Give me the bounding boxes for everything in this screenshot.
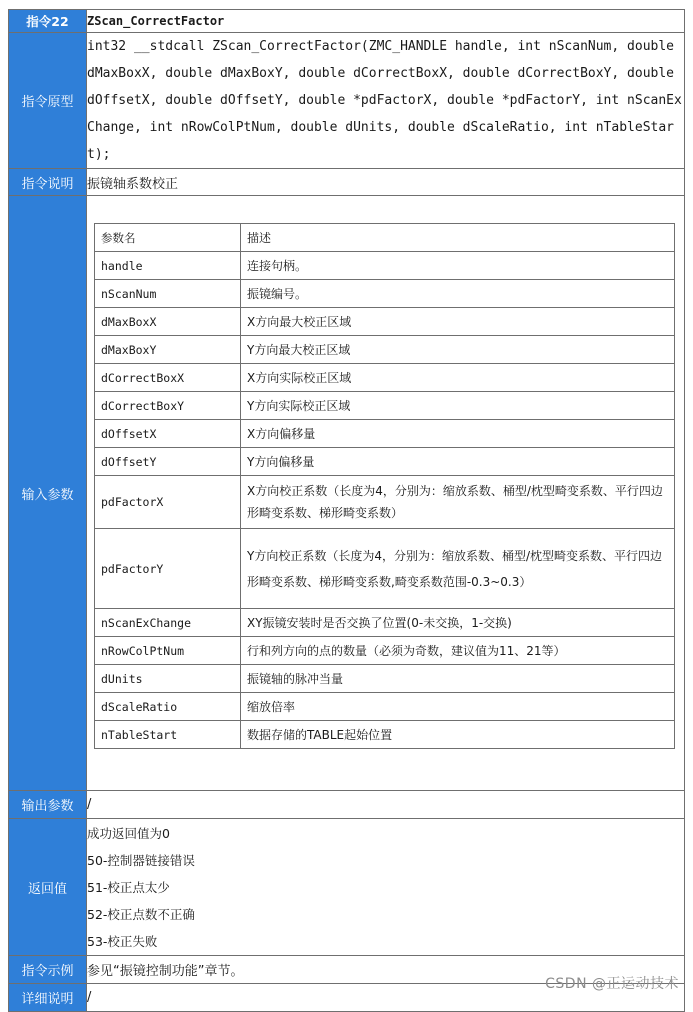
param-row (95, 364, 675, 392)
description-row (9, 169, 685, 196)
param-header-name: 参数名 (95, 224, 241, 252)
return-line: 50-控制器链接错误 (87, 852, 195, 868)
input-label: 输入参数 (9, 196, 87, 791)
return-label: 返回值 (9, 819, 87, 956)
param-name: dMaxBoxY (95, 336, 241, 364)
param-desc: 缩放倍率 (241, 693, 675, 721)
param-row (95, 420, 675, 448)
param-name: pdFactorX (95, 476, 241, 529)
param-name: dCorrectBoxY (95, 392, 241, 420)
param-name: handle (95, 252, 241, 280)
param-header-desc: 描述 (241, 224, 675, 252)
param-row (95, 448, 675, 476)
param-name: dOffsetX (95, 420, 241, 448)
prototype-label: 指令原型 (9, 33, 87, 169)
return-line: 53-校正失败 (87, 933, 158, 949)
param-name: dScaleRatio (95, 693, 241, 721)
param-row (95, 609, 675, 637)
param-desc: 振镜轴的脉冲当量 (241, 665, 675, 693)
detail-text: / (87, 984, 685, 1012)
param-name: pdFactorY (95, 529, 241, 609)
description-label: 指令说明 (9, 169, 87, 196)
example-label: 指令示例 (9, 956, 87, 984)
param-desc: X方向最大校正区域 (241, 308, 675, 336)
param-row (95, 637, 675, 665)
param-row (95, 721, 675, 749)
input-row (9, 196, 685, 791)
param-desc: Y方向实际校正区域 (241, 392, 675, 420)
return-values (87, 819, 685, 956)
param-desc: X方向实际校正区域 (241, 364, 675, 392)
param-desc: 数据存储的TABLE起始位置 (241, 721, 675, 749)
return-line: 51-校正点太少 (87, 879, 170, 895)
param-desc: 行和列方向的点的数量（必须为奇数，建议值为11、21等） (241, 637, 675, 665)
example-text: 参见“振镜控制功能”章节。 (87, 956, 685, 984)
prototype-row (9, 33, 685, 169)
detail-label: 详细说明 (9, 984, 87, 1012)
param-name: dCorrectBoxX (95, 364, 241, 392)
param-table (94, 223, 675, 749)
output-label: 输出参数 (9, 791, 87, 819)
param-desc: XY振镜安装时是否交换了位置(0-未交换，1-交换) (241, 609, 675, 637)
title-row (9, 10, 685, 33)
param-header-row (95, 224, 675, 252)
command-name: ZScan_CorrectFactor (87, 10, 685, 33)
param-row (95, 280, 675, 308)
description-text: 振镜轴系数校正 (87, 169, 685, 196)
output-row (9, 791, 685, 819)
param-name: nTableStart (95, 721, 241, 749)
param-row (95, 392, 675, 420)
param-desc: 连接句柄。 (241, 252, 675, 280)
return-line: 52-校正点数不正确 (87, 906, 195, 922)
param-row (95, 476, 675, 529)
param-name: nScanNum (95, 280, 241, 308)
param-row (95, 665, 675, 693)
param-name: dUnits (95, 665, 241, 693)
param-row (95, 529, 675, 609)
param-desc: X方向校正系数（长度为4，分别为：缩放系数、桶型/枕型畸变系数、平行四边形畸变系数、梯形畸变系数） (241, 476, 675, 529)
output-text: / (87, 791, 685, 819)
input-cell (87, 196, 685, 791)
return-row (9, 819, 685, 956)
param-row (95, 308, 675, 336)
param-desc: Y方向校正系数（长度为4，分别为：缩放系数、桶型/枕型畸变系数、平行四边形畸变系数、梯形畸变系数,畸变系数范围-0.3~0.3） (241, 529, 675, 609)
param-name: nRowColPtNum (95, 637, 241, 665)
param-desc: Y方向偏移量 (241, 448, 675, 476)
param-name: dOffsetY (95, 448, 241, 476)
param-row (95, 252, 675, 280)
param-name: dMaxBoxX (95, 308, 241, 336)
watermark: CSDN @正运动技术 (545, 976, 679, 992)
return-line: 成功返回值为0 (87, 825, 170, 841)
param-name: nScanExChange (95, 609, 241, 637)
command-number-label: 指令22 (9, 10, 87, 33)
param-desc: 振镜编号。 (241, 280, 675, 308)
param-desc: X方向偏移量 (241, 420, 675, 448)
command-table (8, 9, 685, 1012)
prototype-code: int32 __stdcall ZScan_CorrectFactor(ZMC_HANDLE handle, int nScanNum, double dMaxBoxX, double dMaxBoxY, double dCorrectBoxX, double dCorrectBoxY, double dOffsetX, double dOffsetY, double *pdFactorX, double *pdFactorY, int nScanExChange, int nRowColPtNum, double dUnits, double dScaleRatio, int nTableStart); (87, 33, 685, 169)
param-row (95, 336, 675, 364)
param-desc: Y方向最大校正区域 (241, 336, 675, 364)
param-row (95, 693, 675, 721)
